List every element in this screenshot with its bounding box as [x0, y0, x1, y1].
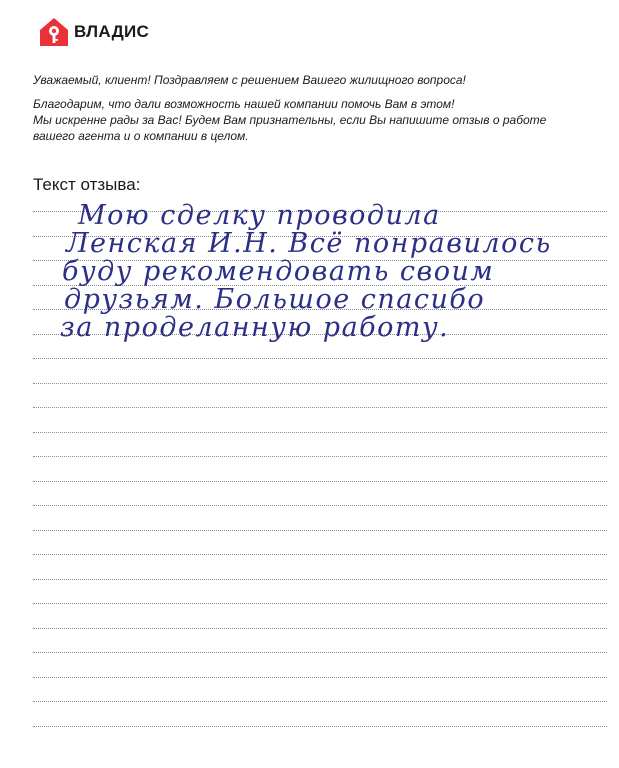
ruled-line [33, 383, 607, 384]
ruled-line [33, 701, 607, 702]
handwritten-line: за проделанную работу. [60, 312, 450, 343]
ruled-line [33, 628, 607, 629]
intro-line: вашего агента и о компании в целом. [33, 129, 249, 143]
ruled-line [33, 505, 607, 506]
ruled-line [33, 481, 607, 482]
ruled-line [33, 677, 607, 678]
handwritten-review [56, 196, 616, 366]
ruled-line [33, 530, 607, 531]
intro-line: Мы искренне рады за Вас! Будем Вам признательны, если Вы напишите отзыв о работе [33, 113, 547, 127]
review-title: Текст отзыва: [33, 175, 141, 194]
writing-lines [33, 0, 607, 768]
ruled-line [33, 726, 607, 727]
handwritten-line: Ленская И.Н. Всё понравилось [66, 228, 552, 259]
greeting: Уважаемый, клиент! Поздравляем с решением Вашего жилищного вопроса! [33, 73, 466, 87]
ruled-line [33, 603, 607, 604]
ruled-line [33, 579, 607, 580]
handwritten-line: Мою сделку проводила [78, 200, 441, 231]
ruled-line [33, 652, 607, 653]
ruled-line [33, 432, 607, 433]
logo-text: ВЛАДИС [74, 22, 150, 41]
ruled-line [33, 456, 607, 457]
intro-line: Благодарим, что дали возможность нашей компании помочь Вам в этом! [33, 97, 455, 111]
handwritten-line: друзьям. Большое спасибо [64, 284, 486, 315]
handwritten-line: буду рекомендовать своим [62, 256, 495, 287]
ruled-line [33, 407, 607, 408]
ruled-line [33, 554, 607, 555]
